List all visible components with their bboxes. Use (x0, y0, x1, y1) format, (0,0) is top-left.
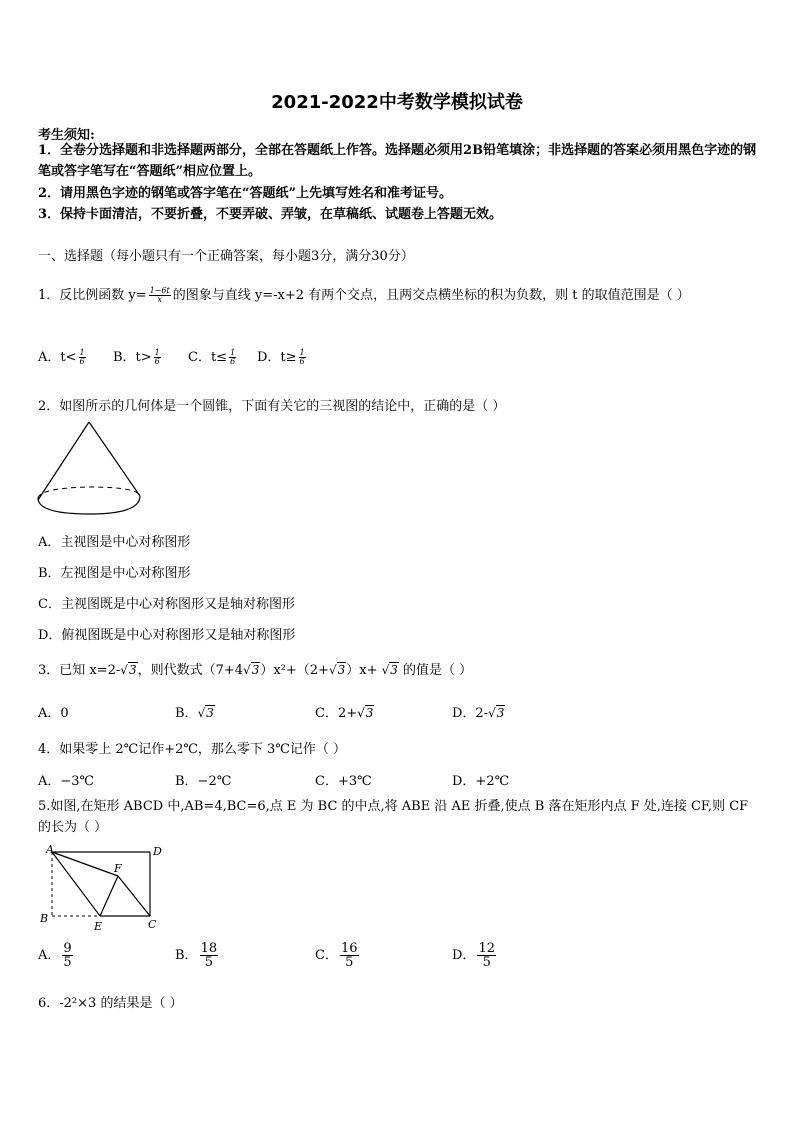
q3-text-4: ）x+ (346, 663, 378, 678)
q3-text-3: ）x²+（2+ (260, 663, 329, 678)
frac-den: 5 (204, 955, 213, 970)
question-3 (38, 659, 472, 678)
option-label: D．2- (452, 706, 489, 721)
option-label: B．t> (113, 350, 152, 365)
option-label: D．t≥ (257, 350, 297, 365)
radicand: 3 (365, 706, 374, 720)
sqrt-3: √3 (488, 706, 505, 720)
page-title: 2021-2022中考数学模拟试卷 (271, 92, 523, 113)
q1-option-c (188, 346, 238, 366)
q3-text-2: ，则代数式（7+4 (137, 663, 244, 678)
frac-num: 1 (230, 348, 236, 357)
q1-text-post: 的图象与直线 y=-x+2 有两个交点，且两交点横坐标的积为负数，则 t 的取值范围是（ ） (172, 288, 690, 303)
segment-ae (52, 852, 100, 916)
q5-option-d (452, 942, 498, 969)
frac-num: 9 (63, 941, 72, 956)
frac-den: 6 (79, 357, 85, 366)
q1-fraction (149, 287, 171, 304)
option-label: D． (452, 948, 476, 963)
question-2: 2．如图所示的几何体是一个圆锥，下面有关它的三视图的结论中，正确的是（ ） (38, 399, 506, 414)
notice-item-1: 1．全卷分选择题和非选择题两部分，全部在答题纸上作答。选择题必须用2B铅笔填涂；非选择题的答案必须用黑色字迹的钢笔或答字笔写在“答题纸”相应位置上。 (38, 143, 757, 179)
radicand: 3 (496, 706, 505, 720)
q4-option-a: A．−3℃ (38, 774, 95, 789)
q3-option-b (175, 702, 215, 721)
option-label: C．t≤ (188, 350, 228, 365)
label-a: A (46, 843, 54, 856)
q4-option-b: B．−2℃ (175, 774, 232, 789)
option-label: C．2+ (315, 706, 358, 721)
question-5: 5.如图,在矩形 ABCD 中,AB=4,BC=6,点 E 为 BC 的中点,将 ABE 沿 AE 折叠,使点 B 落在矩形内点 F 处,连接 CF,则 CF 的长为（ ） (38, 799, 749, 835)
q2-option-c: C．主视图既是中心对称图形又是轴对称图形 (38, 597, 295, 612)
q1-option-b (113, 346, 163, 366)
frac-num: 1 (299, 348, 305, 357)
cone-right-edge (89, 422, 140, 496)
label-d: D (153, 845, 162, 858)
q3-text-1: 3．已知 x=2- (38, 663, 121, 678)
frac-den: 6 (299, 357, 305, 366)
option-label: A．t< (38, 350, 77, 365)
radicand: 3 (337, 663, 346, 677)
q4-option-c: C．+3℃ (315, 774, 372, 789)
question-6: 6．-2²×3 的结果是（ ） (38, 996, 183, 1011)
frac-num: 18 (200, 941, 218, 956)
segment-af (52, 852, 118, 876)
option-label: B． (175, 706, 198, 721)
frac-den: 5 (482, 955, 491, 970)
notice-item-2: 2．请用黑色字迹的钢笔或答字笔在“答题纸”上先填写姓名和准考证号。 (38, 186, 453, 201)
q5-option-b (175, 942, 220, 969)
q2-option-d: D．俯视图既是中心对称图形又是轴对称图形 (38, 628, 296, 643)
label-b: B (40, 912, 49, 925)
segment-fe (100, 876, 118, 916)
radicand: 3 (251, 663, 260, 677)
q3-option-a: A．0 (38, 706, 69, 721)
frac-den: 6 (230, 357, 236, 366)
frac-den: 5 (63, 955, 72, 970)
sqrt-3: √3 (381, 663, 398, 677)
cone-base-back (38, 487, 140, 498)
label-e: E (94, 920, 103, 933)
q5-option-a (38, 942, 75, 969)
q1-frac-num: 1−6t (149, 286, 170, 295)
option-label: B． (175, 948, 198, 963)
radicand: 3 (390, 663, 398, 677)
sqrt-3: √3 (197, 706, 214, 720)
q1-option-d (257, 346, 308, 366)
q5-option-c (315, 942, 361, 969)
section-heading: 一、选择题（每小题只有一个正确答案，每小题3分，满分30分） (38, 249, 414, 264)
frac-den: 5 (345, 955, 354, 970)
rectangle-fold-figure (36, 840, 170, 934)
q1-option-a (38, 346, 88, 366)
cone-figure (34, 418, 144, 522)
question-1 (38, 284, 690, 304)
sqrt-3: √3 (243, 663, 260, 677)
q1-frac-den: x (157, 295, 162, 304)
q2-option-a: A．主视图是中心对称图形 (38, 535, 191, 550)
sqrt-3: √3 (357, 706, 374, 720)
notice-heading: 考生须知: (38, 128, 95, 143)
q3-text-5: 的值是（ ） (403, 663, 473, 678)
label-c: C (148, 918, 157, 931)
radicand: 3 (128, 663, 137, 677)
cone-base-front (38, 496, 140, 514)
frac-den: 6 (154, 357, 160, 366)
option-label: A． (38, 948, 61, 963)
option-label: C． (315, 948, 338, 963)
frac-num: 12 (478, 941, 495, 956)
sqrt-3: √3 (328, 663, 346, 677)
sqrt-3: √3 (120, 663, 137, 677)
q1-text-pre: 1．反比例函数 y= (38, 288, 147, 303)
radicand: 3 (206, 706, 214, 720)
frac-num: 1 (79, 348, 85, 357)
q2-option-b: B．左视图是中心对称图形 (38, 566, 191, 581)
q3-option-c (315, 702, 374, 721)
notice-item-3: 3．保持卡面清洁，不要折叠，不要弄破、弄皱，在草稿纸、试题卷上答题无效。 (38, 207, 503, 222)
q4-option-d: D．+2℃ (452, 774, 510, 789)
question-4: 4．如果零上 2℃记作+2℃，那么零下 3℃记作（ ） (38, 742, 347, 757)
label-f: F (114, 862, 122, 875)
q3-option-d (452, 702, 505, 721)
frac-num: 16 (340, 941, 358, 956)
frac-num: 1 (154, 348, 160, 357)
segment-fc (118, 876, 150, 916)
